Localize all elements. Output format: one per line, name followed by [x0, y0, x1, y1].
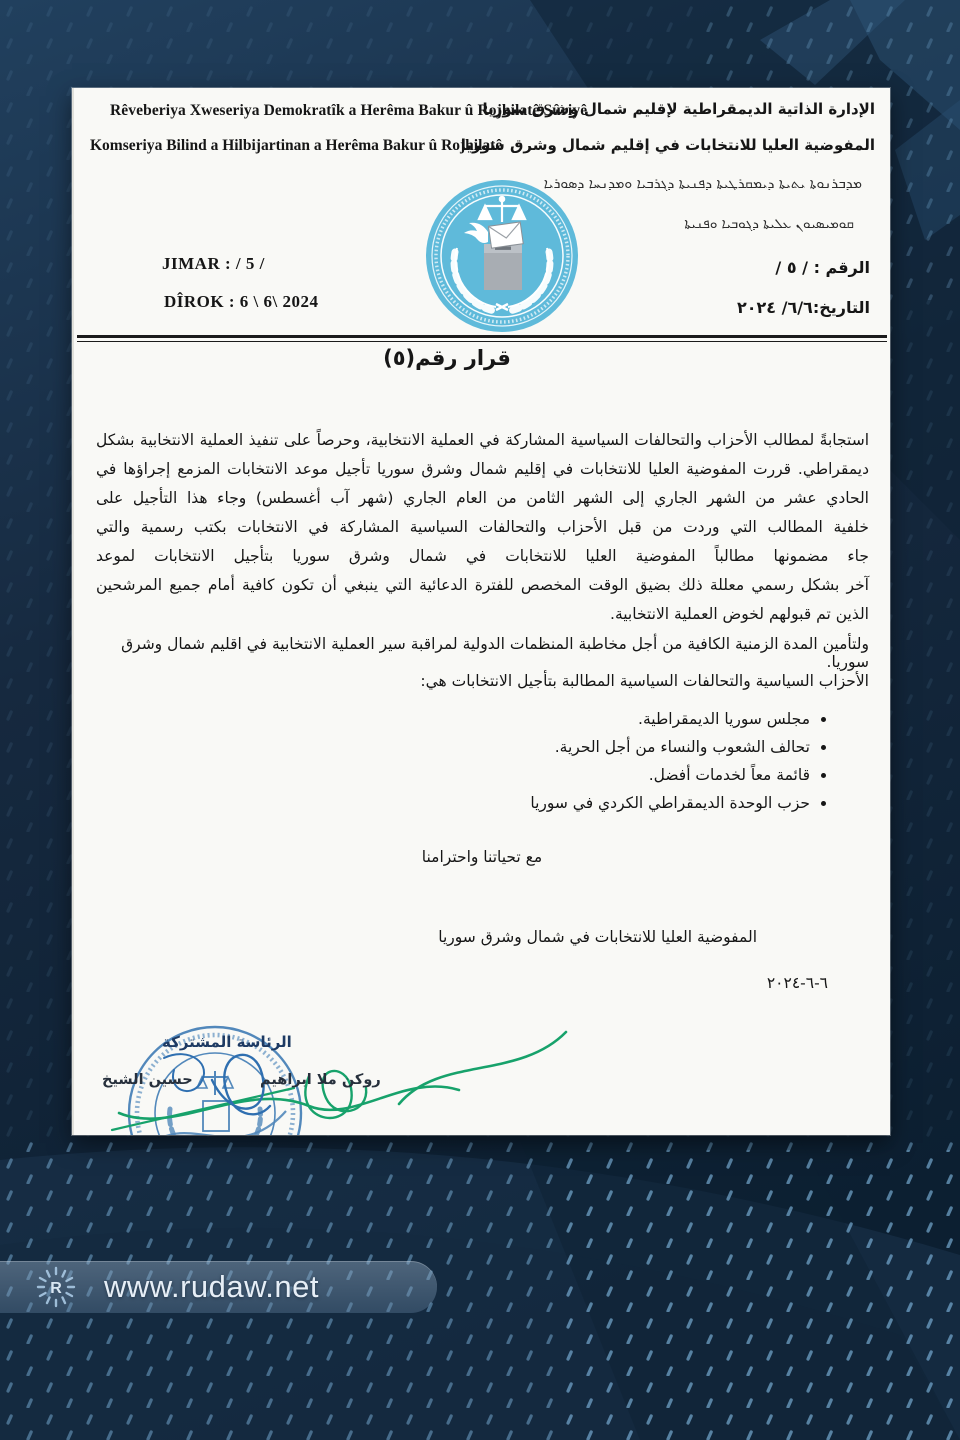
official-letter-document	[72, 88, 890, 1135]
signatory-line: المفوضية العليا للانتخابات في شمال وشرق سوريا	[438, 928, 757, 946]
envelope-icon	[488, 222, 523, 248]
party-list-intro: الأحزاب السياسية والتحالفات السياسية المطالبة بتأجيل الانتخابات هي:	[420, 672, 869, 690]
party-list	[274, 710, 832, 822]
election-commission-emblem-icon	[424, 178, 580, 334]
letterhead-syriac-line2: ܩܘܡܝܣܝܘܢ ܥܠܝܬܐ ܕܓܘܒܝܐ ܘܦܢܝܬܐ	[684, 216, 854, 232]
paragraph-line: الحادي عشر من الشهر الجاري إلى الشهر الثامن من العام الجاري (شهر آب أغسطس) وجاء هذا التأجيل على	[96, 489, 869, 507]
paragraph-line: آخر بشكل رسمي معللة ذلك بضيق الوقت المخصص للفترة الدعائية التي ينبغي أن تكون كافية أمام جميع المرشحين	[96, 576, 869, 594]
decision-title: قرار رقم(٥)	[383, 346, 511, 370]
letterhead-kurdish-line2: Komseriya Bilind a Hilbijartinan a Herêma Bakur û Rojhilatê	[90, 137, 503, 154]
paragraph-line: الذين تم قبولهم لخوض العملية الانتخابية.	[610, 605, 869, 623]
paragraph-line: خلفية المطالب التي وردت من قبل الأحزاب والتحالفات السياسية المشاركة في الانتخابات بكتب رسمية والتي	[96, 518, 869, 536]
reference-date-kurdish: DÎROK : 6 \ 6\ 2024	[164, 292, 319, 311]
closing-salutation: مع تحياتنا واحترامنا	[421, 848, 543, 866]
second-paragraph: ولتأمين المدة الزمنية الكافية من أجل مخاطبة المنظمات الدولية لمراقبة سير العملية الانتخابية في اقليم شمال وشرق سوريا.	[121, 635, 869, 671]
letterhead-syriac-line1: ܡܕܒܪܢܘܬܐ ܝܬܝܬܐ ܕܝܡܩܪܛܝܬܐ ܕܦܢܝܬܐ ܕܓܪܒܝܐ ܘܡܕܢܚܐ ܕܣܘܪܝܐ	[543, 176, 862, 192]
letterhead-kurdish-line1: Rêveberiya Xweseriya Demokratîk a Herêma Bakur û Rojhilatê Sûriyê	[110, 102, 588, 119]
paragraph-line: جاء مضمونها مطالباً المفوضية العليا للانتخابات في شمال وشرق سوريا بتأجيل الانتخابات لموعد	[96, 547, 869, 565]
paragraph-line: استجابةً لمطالب الأحزاب والتحالفات السياسية المشاركة في العملية الانتخابية، وحرصاً على تنفيذ العملية الانتخابية بشكل	[96, 431, 869, 449]
rudaw-logo-icon	[34, 1265, 78, 1309]
party-item: • حزب الوحدة الديمقراطي الكردي في سوريا	[274, 794, 810, 813]
dash-texture	[560, 1150, 960, 1440]
reference-number-kurdish: JIMAR : / 5 /	[162, 254, 265, 273]
watermark-url: www.rudaw.net	[104, 1269, 319, 1304]
rudaw-logo-letter: R	[50, 1280, 62, 1297]
main-paragraph	[96, 426, 869, 629]
reference-number-arabic: الرقم : / ٥ /	[775, 258, 870, 277]
party-item: • قائمة معاً لخدمات أفضل.	[274, 766, 810, 785]
party-item: • مجلس سوريا الديمقراطية.	[274, 710, 810, 729]
letterhead-arabic-line2: المفوضية العليا للانتخابات في إقليم شمال وشرق سوريا	[460, 136, 875, 154]
party-item: • تحالف الشعوب والنساء من أجل الحرية.	[274, 738, 810, 757]
signature-name-left: حسين الشيخ	[102, 1072, 193, 1088]
copresidency-title: الرئاسة المشتركة	[162, 1033, 292, 1051]
ballot-box-icon	[484, 244, 522, 290]
signature-date: ٦-٦-٢٠٢٤	[766, 974, 828, 992]
rudaw-watermark-bar	[0, 1261, 437, 1313]
letterhead-arabic-line1: الإدارة الذاتية الديمقراطية لإقليم شمال وشرق سوريا	[482, 100, 875, 118]
signature-name-right: روكن ملا ابراهيم	[260, 1072, 381, 1088]
reference-date-arabic: التاريخ:٦/٦/ ٢٠٢٤	[736, 298, 870, 317]
separator-rule	[77, 335, 887, 342]
paragraph-line: ديمقراطي. قررت المفوضية العليا للانتخابات في إقليم شمال وشرق سوريا تأجيل موعد الانتخابات المزمع إجراؤها في	[96, 460, 869, 478]
